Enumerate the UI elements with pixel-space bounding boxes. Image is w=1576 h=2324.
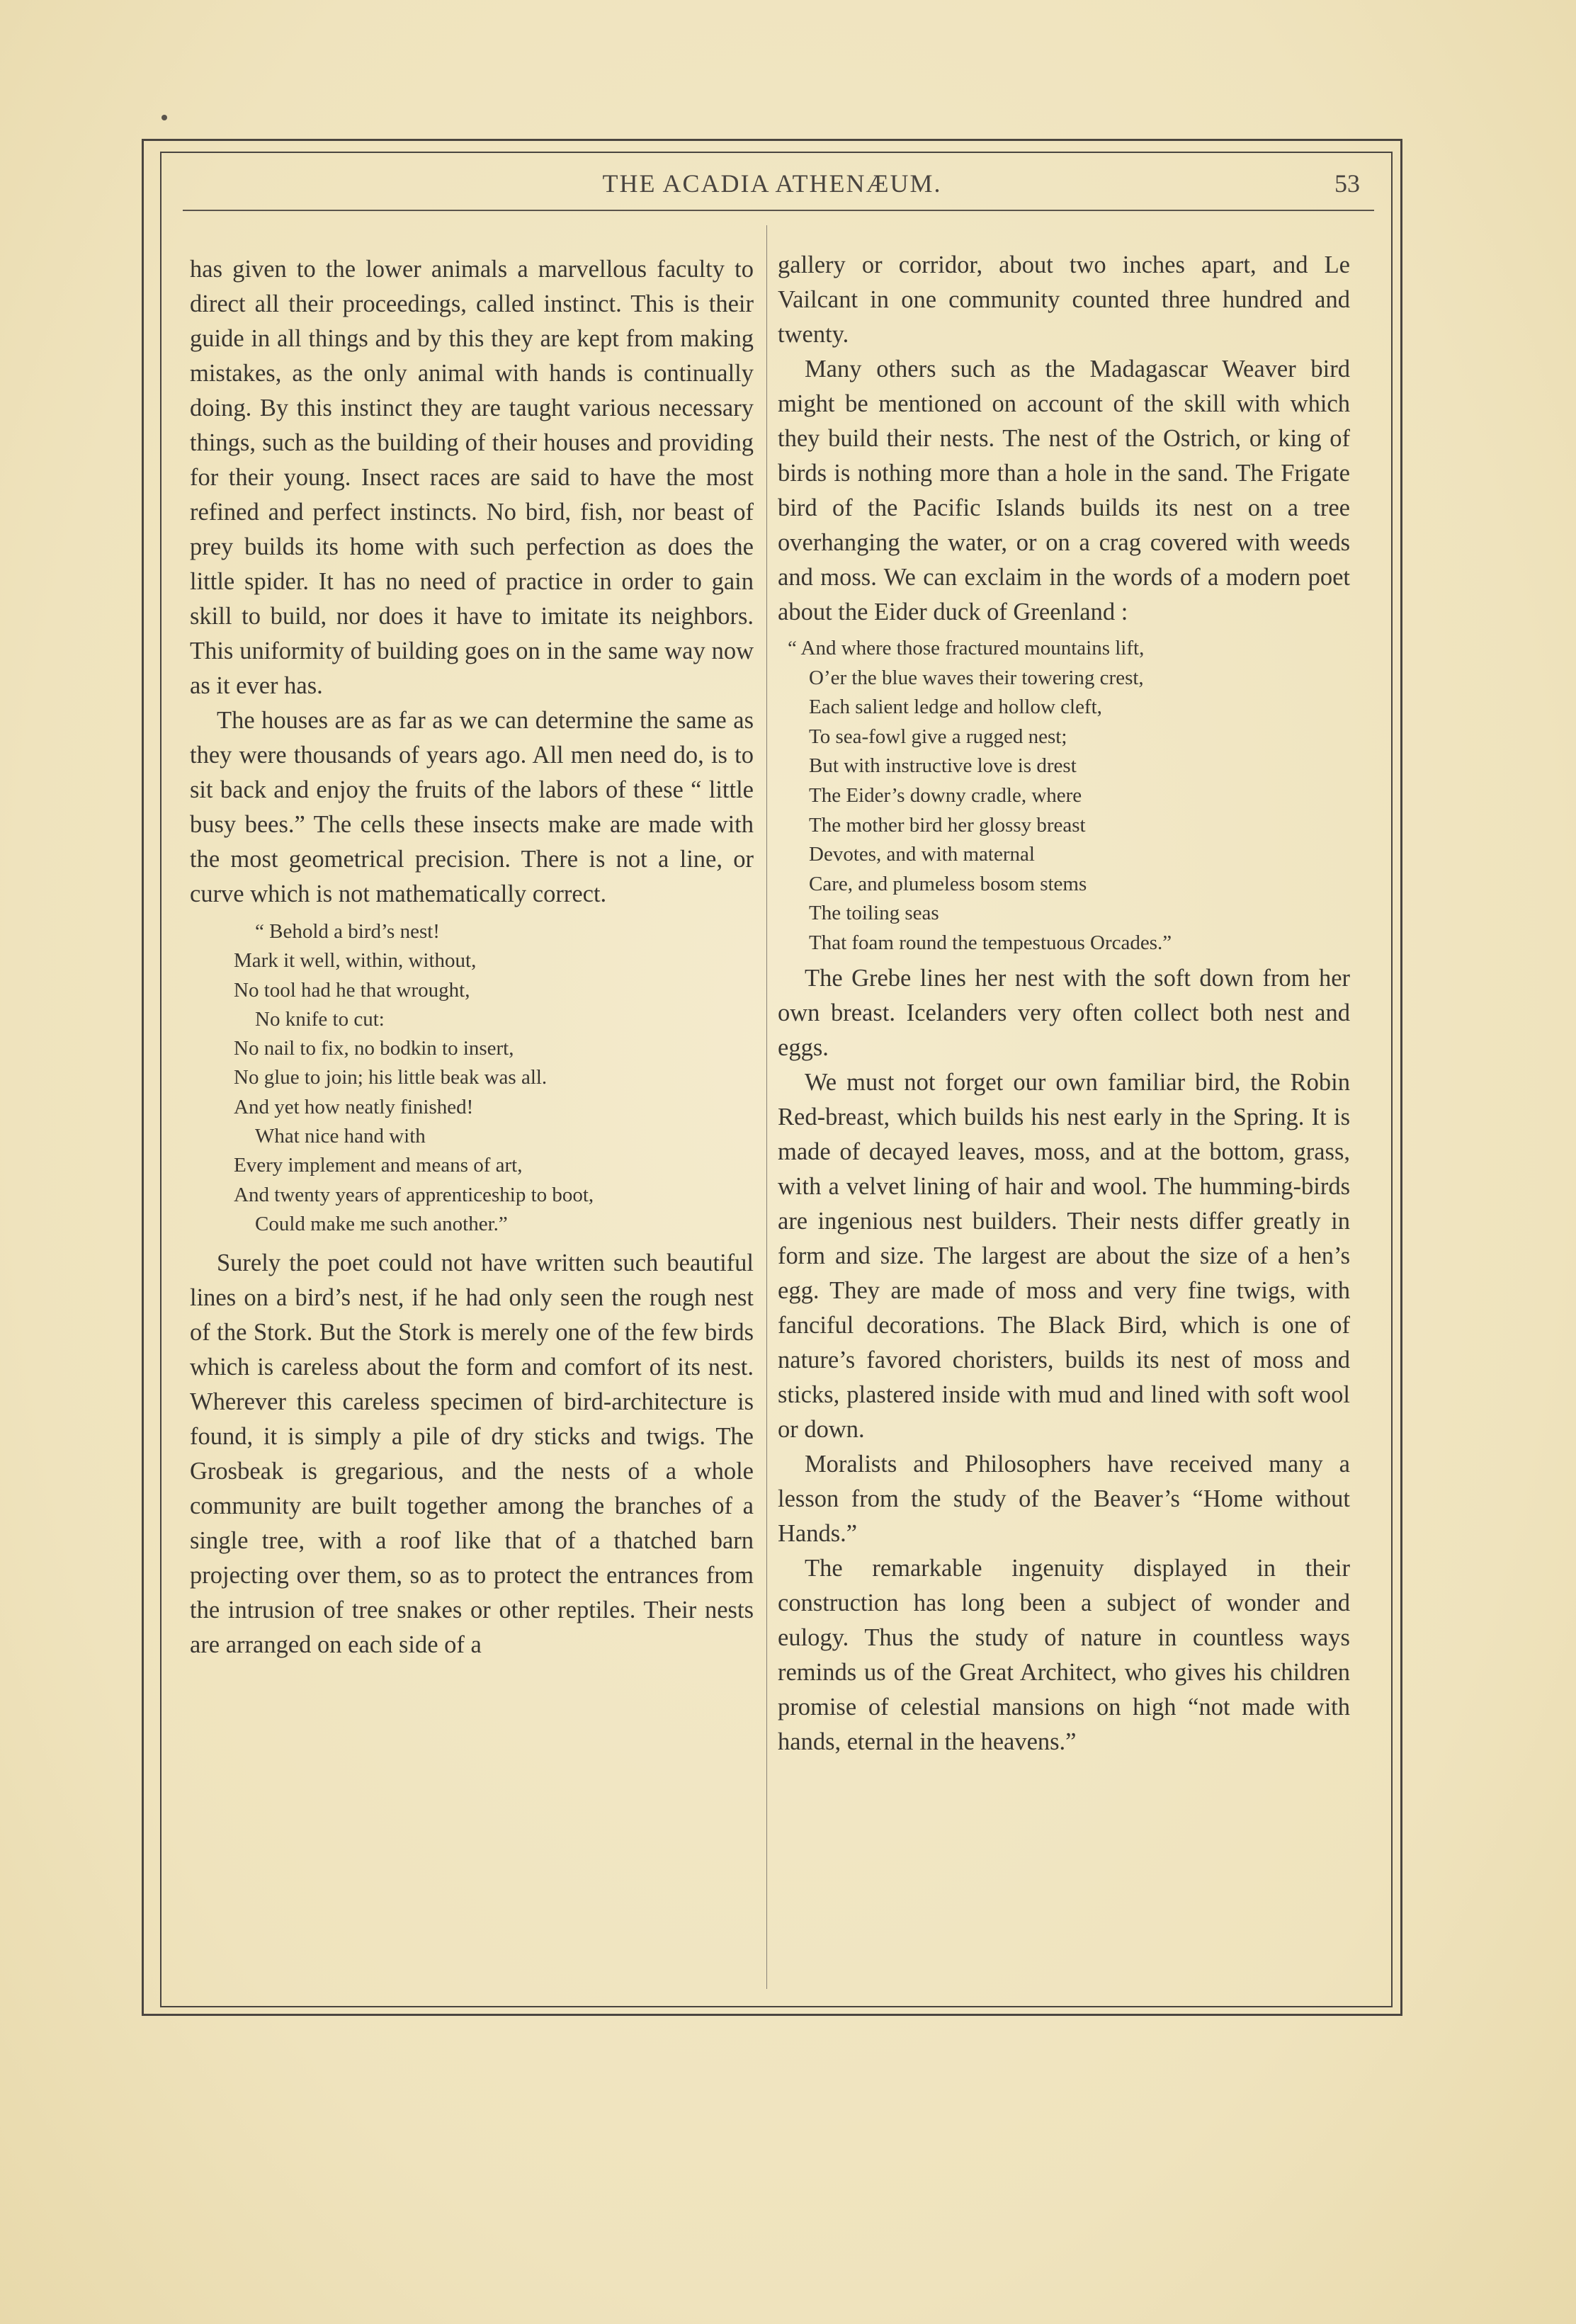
poem-line: To sea-fowl give a rugged nest; [809,725,1067,748]
poem-line: And yet how neatly finished! [234,1095,474,1118]
page-number: 53 [1334,169,1360,198]
poem-line: Each salient ledge and hollow cleft, [809,696,1102,719]
poem-line: But with instructive love is drest [809,754,1077,778]
poem-line: And twenty years of apprenticeship to boot, [234,1183,594,1206]
left-paragraph-3: Surely the poet could not have written such beautiful lines on a bird’s nest, if he had only seen the rough nest of the Stork. But the Stork is merely one of the few birds which is careless about the form and comfort of its nest. Wherever this careless specimen of bird-architecture is found, it is simply a pile of dry sticks and twigs. The Grosbeak is gregarious, and the nests of a whole community are built together among the branches of a single tree, with a roof like that of a thatched barn projecting over them, so as to protect the entrances from the intrusion of tree snakes or other reptiles. Their nests are arranged on each side of a [190,1249,754,1659]
header-rule [183,210,1374,211]
running-title: THE ACADIA ATHENÆUM. [602,169,942,198]
right-paragraph-6: The remarkable ingenuity displayed in their construction has long been a subject of wonder and eulogy. Thus the study of nature in countless ways reminds us of the Great Architect, who gives his children promise of celestial mansions on high “not made with hands, eternal in the heavens.” [778,1554,1350,1755]
right-poem [788,634,1350,958]
left-column [190,252,754,1662]
poem-line: No tool had he that wrought, [234,978,470,1002]
right-paragraph-2: Many others such as the Madagascar Weaver bird might be mentioned on account of the skill with which they build their nests. The nest of the Ostrich, or king of birds is nothing more than a hole in the sand. The Frigate bird of the Pacific Islands builds its nest on a tree overhanging the water, or on a crag covered with weeds and moss. We can exclaim in the words of a modern poet about the Eider duck of Greenland : [778,356,1350,625]
poem-line: No nail to fix, no bodkin to insert, [234,1037,514,1060]
poem-line: Could make me such another.” [255,1212,508,1235]
poem-line: That foam round the tempestuous Orcades.” [809,931,1172,954]
right-paragraph-1: gallery or corridor, about two inches apart, and Le Vailcant in one community counted three hundred and twenty. [778,251,1350,348]
poem-line: Care, and plumeless bosom stems [809,872,1087,895]
poem-line: The toiling seas [809,902,939,925]
right-column [778,248,1350,1759]
poem-line: “ And where those fractured mountains lift, [788,637,1145,659]
right-paragraph-4: We must not forget our own familiar bird, the Robin Red-breast, which builds his nest early in the Spring. It is made of decayed leaves, moss, and at the bottom, grass, with a velvet lining of hair and wool. The humming-birds are ingenious nest builders. Their nests differ greatly in form and size. The largest are about the size of a hen’s egg. They are made of moss and very fine twigs, with fanciful decorations. The Black Bird, which is one of nature’s favored choristers, builds its nest of moss and sticks, plastered inside with mud and lined with soft wool or down. [778,1068,1350,1443]
ink-speck [161,115,167,120]
left-paragraph-1: has given to the lower animals a marvellous faculty to direct all their proceedings, called instinct. This is their guide in all things and by this they are kept from making mistakes, as the only animal with hands is continually doing. By this instinct they are taught various necessary things, such as the building of their houses and providing for their young. Insect races are said to have the most refined and perfect instincts. No bird, fish, nor beast of prey builds its home with such perfection as does the little spider. It has no need of practice in order to gain skill to build, nor does it have to imitate its neighbors. This uniformity of building goes on in the same way now as it ever has. [190,256,754,699]
right-paragraph-5: Moralists and Philosophers have received many a lesson from the study of the Beaver’s “Home without Hands.” [778,1450,1350,1547]
column-divider [766,225,767,1989]
poem-line: What nice hand with [255,1125,426,1148]
left-paragraph-2: The houses are as far as we can determine the same as they were thousands of years ago. All men need do, is to sit back and enjoy the fruits of the labors of these “ little busy bees.” The cells these insects make are made with the most geometrical precision. There is not a line, or curve which is not mathematically correct. [190,707,754,907]
poem-line: “ Behold a bird’s nest! [255,920,440,943]
poem-line: O’er the blue waves their towering crest, [809,666,1144,689]
poem-line: No glue to join; his little beak was all. [234,1066,548,1089]
poem-line: Devotes, and with maternal [809,843,1035,866]
poem-line: No knife to cut: [255,1007,385,1031]
poem-line: The mother bird her glossy breast [809,813,1086,837]
right-paragraph-3: The Grebe lines her nest with the soft down from her own breast. Icelanders very often collect both nest and eggs. [778,964,1350,1061]
poem-line: Mark it well, within, without, [234,949,477,973]
left-poem [234,917,754,1239]
poem-line: The Eider’s downy cradle, where [809,783,1082,807]
poem-line: Every implement and means of art, [234,1154,523,1177]
